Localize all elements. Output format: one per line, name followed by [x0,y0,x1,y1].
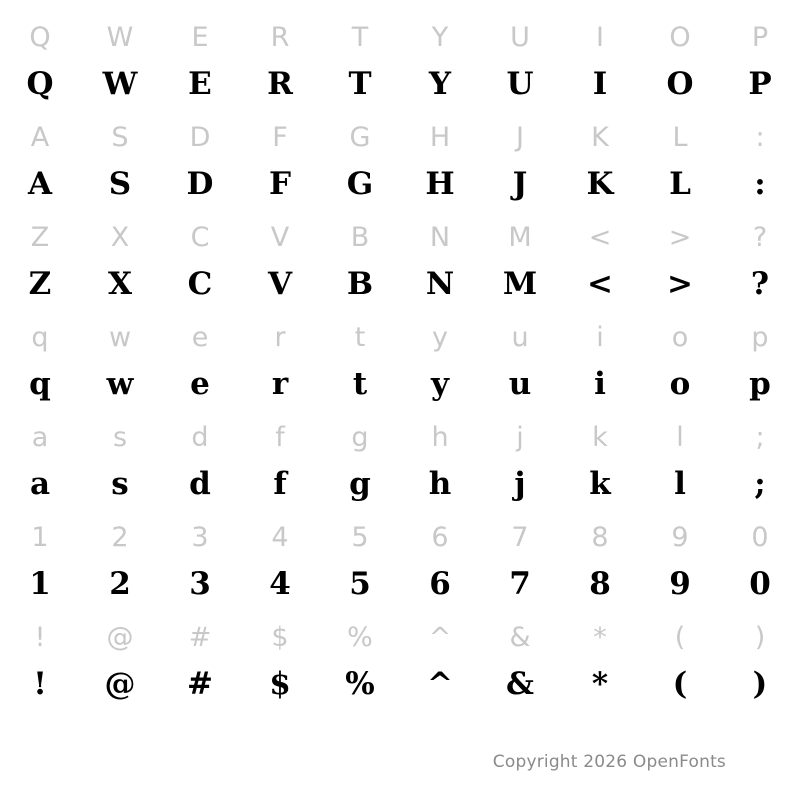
glyph-cell: % [345,666,375,702]
glyph-cell: B [350,222,370,253]
glyph-cell: 5 [349,566,371,602]
glyph-cell: @ [106,622,134,653]
glyph-cell: 8 [591,522,609,553]
glyph-cell: l [676,422,684,453]
glyph-cell: D [189,122,211,153]
glyph-cell: Z [28,266,52,302]
glyph-cell: & [509,622,531,653]
glyph-cell: d [191,422,209,453]
glyph-cell: T [348,66,372,102]
glyph-row-rendered [0,54,800,104]
glyph-row-sample [0,4,800,54]
glyph-cell: L [672,122,688,153]
glyph-cell: G [346,166,374,202]
glyph-cell: J [512,166,528,202]
glyph-cell: E [188,66,212,102]
glyph-cell: A [30,122,50,153]
glyph-cell: T [351,22,369,53]
glyph-cell: 9 [671,522,689,553]
glyph-cell: ) [752,666,768,702]
glyph-cell: o [669,366,691,402]
glyph-cell: I [596,22,604,53]
glyph-row-rendered [0,154,800,204]
glyph-row-rendered [0,454,800,504]
glyph-cell: O [666,66,694,102]
glyph-cell: K [586,166,614,202]
glyph-cell: 5 [351,522,369,553]
glyph-cell: 7 [511,522,529,553]
glyph-cell: Q [26,66,54,102]
glyph-cell: $ [271,622,289,653]
glyph-cell: e [190,366,210,402]
glyph-cell: * [593,622,607,653]
glyph-cell: J [516,122,524,153]
glyph-cell: 0 [751,522,769,553]
glyph-cell: R [270,22,290,53]
glyph-cell: X [107,266,133,302]
glyph-cell: p [749,366,771,402]
glyph-cell: q [31,322,49,353]
glyph-cell: k [592,422,608,453]
glyph-cell: S [108,166,132,202]
glyph-cell: ; [755,422,765,453]
glyph-cell: ^ [428,622,452,653]
glyph-cell: : [755,122,765,153]
glyph-cell: ^ [427,666,453,702]
copyright-notice: Copyright 2026 OpenFonts [492,752,726,772]
glyph-cell: 1 [29,566,51,602]
glyph-cell: 7 [509,566,531,602]
glyph-cell: : [754,166,766,202]
glyph-cell: r [274,322,286,353]
glyph-row-sample [0,304,800,354]
glyph-cell: * [591,666,609,702]
glyph-row-sample [0,104,800,154]
glyph-cell: Z [30,222,50,253]
glyph-cell: 6 [431,522,449,553]
glyph-row-sample [0,604,800,654]
glyph-cell: P [751,22,769,53]
glyph-cell: y [430,366,449,402]
glyph-cell: M [508,222,532,253]
glyph-cell: ? [752,222,768,253]
glyph-cell: ! [34,622,46,653]
glyph-cell: > [668,222,692,253]
glyph-cell: R [267,66,293,102]
glyph-cell: a [31,422,49,453]
glyph-cell: H [425,166,455,202]
glyph-cell: B [346,266,374,302]
glyph-cell: D [186,166,214,202]
glyph-cell: Y [428,66,452,102]
glyph-cell: L [669,166,691,202]
glyph-cell: 4 [271,522,289,553]
glyph-row-sample [0,204,800,254]
glyph-cell: S [111,122,129,153]
glyph-cell: t [354,322,366,353]
glyph-cell: 2 [109,566,131,602]
glyph-cell: X [110,222,130,253]
glyph-cell: ; [754,466,766,502]
glyph-cell: f [275,422,285,453]
glyph-cell: W [102,66,138,102]
glyph-cell: h [428,466,452,502]
glyph-cell: ? [750,266,770,302]
glyph-cell: l [674,466,686,502]
glyph-cell: # [187,666,213,702]
glyph-cell: g [351,422,369,453]
glyph-cell: V [270,222,290,253]
glyph-cell: W [106,22,134,53]
glyph-cell: & [506,666,534,702]
glyph-cell: < [587,266,613,302]
glyph-cell: @ [104,666,136,702]
glyph-cell: e [191,322,209,353]
glyph-cell: % [347,622,373,653]
glyph-cell: O [669,22,691,53]
glyph-cell: j [514,466,526,502]
glyph-cell: r [271,366,289,402]
glyph-cell: H [429,122,451,153]
glyph-cell: F [268,166,291,202]
glyph-cell: f [273,466,287,502]
glyph-cell: 8 [589,566,611,602]
glyph-cell: Q [29,22,51,53]
glyph-cell: u [508,366,532,402]
glyph-cell: d [189,466,211,502]
glyph-row-rendered [0,554,800,604]
glyph-cell: G [349,122,371,153]
glyph-cell: o [671,322,689,353]
glyph-cell: N [429,222,451,253]
glyph-cell: K [591,122,609,153]
glyph-cell: C [187,266,213,302]
glyph-cell: Y [431,22,449,53]
glyph-cell: 1 [31,522,49,553]
glyph-cell: i [594,366,606,402]
glyph-row-sample [0,504,800,554]
glyph-cell: C [190,222,210,253]
glyph-cell: w [108,322,132,353]
glyph-cell: u [511,322,529,353]
glyph-cell: $ [269,666,291,702]
glyph-cell: g [349,466,371,502]
glyph-cell: q [29,366,51,402]
glyph-cell: E [191,22,209,53]
glyph-cell: h [431,422,449,453]
glyph-cell: U [510,22,530,53]
glyph-cell: A [27,166,53,202]
glyph-cell: 3 [189,566,211,602]
glyph-cell: M [502,266,538,302]
glyph-cell: F [272,122,288,153]
glyph-cell: t [352,366,368,402]
glyph-cell: 4 [269,566,291,602]
glyph-row-sample [0,404,800,454]
glyph-cell: V [267,266,293,302]
glyph-cell: ( [672,666,688,702]
glyph-cell: > [667,266,693,302]
glyph-cell: < [588,222,612,253]
glyph-cell: 2 [111,522,129,553]
glyph-cell: 9 [669,566,691,602]
glyph-cell: k [589,466,611,502]
glyph-cell: 3 [191,522,209,553]
glyph-cell: N [425,266,455,302]
glyph-cell: s [112,422,128,453]
glyph-row-rendered [0,354,800,404]
glyph-cell: ) [754,622,766,653]
glyph-cell: j [516,422,524,453]
glyph-row-rendered [0,654,800,704]
glyph-cell: 0 [749,566,771,602]
glyph-cell: 6 [429,566,451,602]
glyph-cell: I [592,66,608,102]
glyph-cell: w [106,366,134,402]
glyph-cell: i [596,322,604,353]
glyph-cell: # [188,622,212,653]
glyph-cell: P [748,66,772,102]
glyph-cell: y [432,322,448,353]
glyph-row-rendered [0,254,800,304]
glyph-cell: s [111,466,129,502]
glyph-cell: ( [674,622,686,653]
glyph-cell: p [751,322,769,353]
glyph-cell: U [506,66,534,102]
glyph-cell: ! [33,666,47,702]
glyph-cell: a [29,466,51,502]
